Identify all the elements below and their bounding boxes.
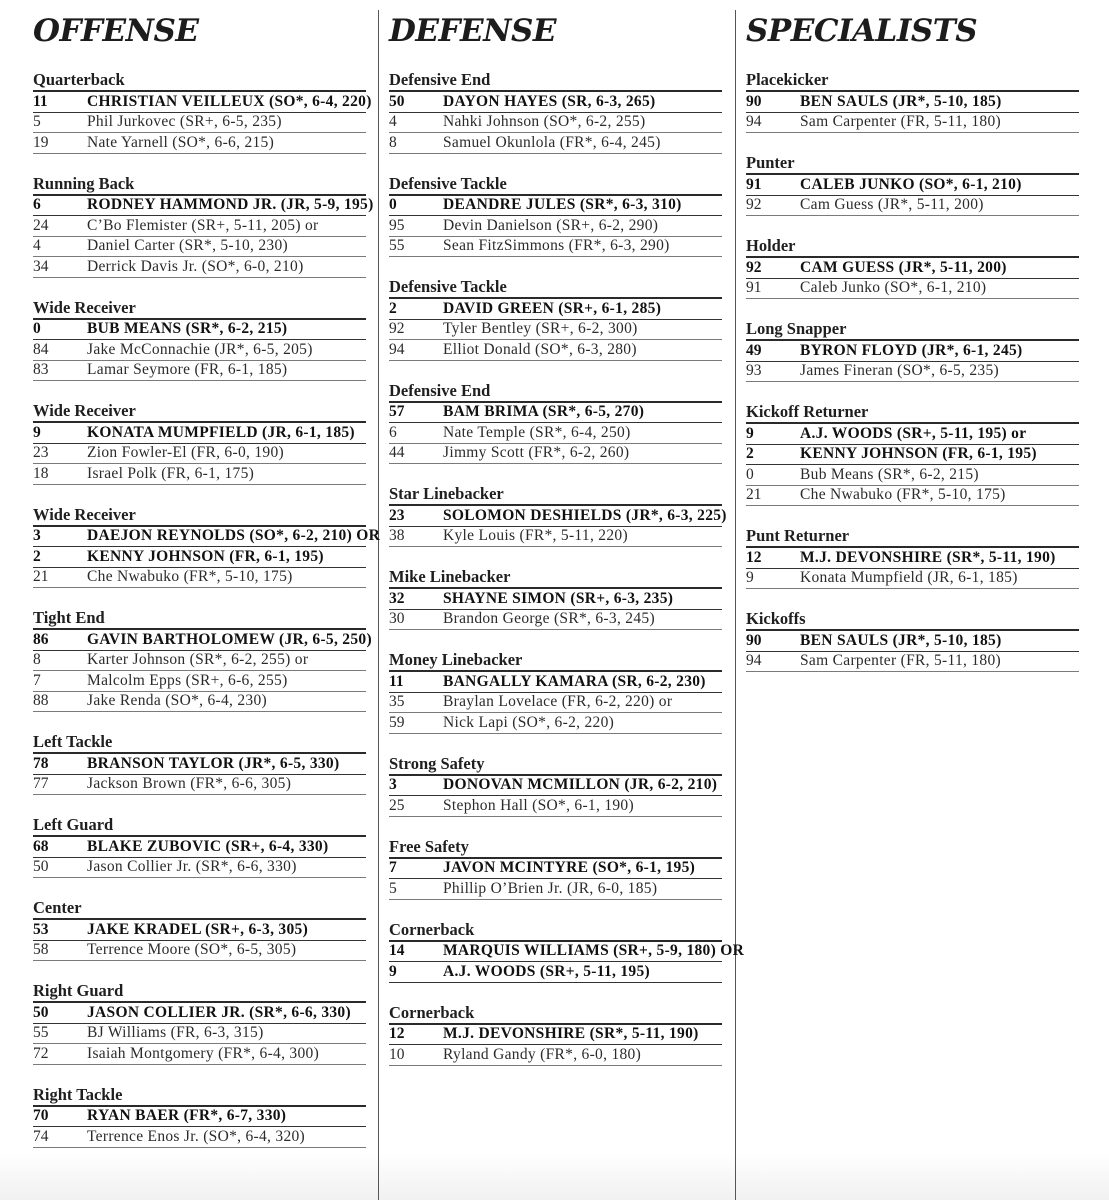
player-name: Terrence Moore (SO*, 6-5, 305) bbox=[87, 941, 297, 958]
starter-row bbox=[746, 258, 1079, 279]
player-name: Malcolm Epps (SR+, 6-6, 255) bbox=[87, 671, 288, 689]
position-title: Cornerback bbox=[389, 1003, 722, 1025]
position-group bbox=[746, 609, 1079, 672]
position-group bbox=[33, 898, 366, 961]
position-group bbox=[389, 1003, 722, 1066]
jersey-number: 91 bbox=[746, 279, 762, 296]
position-title: Defensive Tackle bbox=[389, 174, 722, 196]
starter-row bbox=[746, 175, 1079, 196]
position-title: Long Snapper bbox=[746, 319, 1079, 341]
defense-groups bbox=[389, 70, 745, 1066]
position-group bbox=[389, 650, 722, 734]
starter-row bbox=[389, 962, 722, 983]
position-group bbox=[389, 837, 722, 900]
backup-row bbox=[33, 941, 366, 962]
specialists-heading: SPECIALISTS bbox=[746, 13, 978, 49]
backup-row bbox=[33, 464, 366, 485]
position-group bbox=[33, 504, 381, 589]
backup-row bbox=[389, 237, 722, 258]
position-group bbox=[389, 567, 722, 630]
jersey-number: 72 bbox=[33, 1044, 49, 1062]
starter-row bbox=[389, 506, 727, 527]
backup-row bbox=[389, 320, 722, 341]
starter-row bbox=[33, 1003, 366, 1024]
jersey-number: 0 bbox=[389, 196, 397, 213]
jersey-number: 70 bbox=[33, 1107, 49, 1124]
jersey-number: 21 bbox=[33, 568, 49, 585]
jersey-number: 3 bbox=[389, 776, 397, 793]
jersey-number: 18 bbox=[33, 464, 49, 482]
player-name: RYAN BAER (FR*, 6-7, 330) bbox=[87, 1107, 287, 1124]
position-title: Running Back bbox=[33, 174, 366, 196]
jersey-number: 50 bbox=[33, 1003, 49, 1021]
player-name: Israel Polk (FR, 6-1, 175) bbox=[87, 464, 255, 482]
jersey-number: 49 bbox=[746, 341, 762, 359]
jersey-number: 5 bbox=[389, 879, 397, 897]
starter-row bbox=[389, 589, 722, 610]
position-group bbox=[33, 608, 372, 712]
jersey-number: 9 bbox=[389, 962, 397, 980]
jersey-number: 57 bbox=[389, 403, 405, 420]
backup-row bbox=[33, 257, 366, 278]
starter-row bbox=[389, 196, 722, 217]
player-name: Kyle Louis (FR*, 5-11, 220) bbox=[443, 527, 628, 544]
player-name: Samuel Okunlola (FR*, 6-4, 245) bbox=[443, 133, 661, 151]
column-divider bbox=[735, 10, 736, 1200]
player-name: Nahki Johnson (SO*, 6-2, 255) bbox=[443, 113, 646, 130]
starter-row bbox=[389, 403, 722, 424]
player-name: Cam Guess (JR*, 5-11, 200) bbox=[800, 196, 984, 213]
backup-row bbox=[746, 569, 1079, 590]
jersey-number: 55 bbox=[389, 237, 405, 254]
position-group bbox=[33, 70, 372, 154]
player-name: Zion Fowler-El (FR, 6-0, 190) bbox=[87, 444, 284, 461]
starter-row bbox=[33, 423, 366, 444]
backup-row bbox=[33, 858, 366, 879]
jersey-number: 2 bbox=[389, 299, 397, 317]
player-name: DAYON HAYES (SR, 6-3, 265) bbox=[443, 92, 656, 110]
position-title: Free Safety bbox=[389, 837, 722, 859]
player-name: C’Bo Flemister (SR+, 5-11, 205) or bbox=[87, 216, 319, 234]
backup-row bbox=[389, 1045, 722, 1066]
starter-row bbox=[746, 341, 1079, 362]
player-name: BRANSON TAYLOR (JR*, 6-5, 330) bbox=[87, 754, 340, 772]
backup-row bbox=[33, 133, 366, 154]
jersey-number: 68 bbox=[33, 837, 49, 855]
player-name: Daniel Carter (SR*, 5-10, 230) bbox=[87, 237, 288, 254]
backup-row bbox=[389, 340, 722, 361]
jersey-number: 94 bbox=[389, 340, 405, 358]
jersey-number: 7 bbox=[33, 671, 41, 689]
player-name: KENNY JOHNSON (FR, 6-1, 195) bbox=[800, 445, 1037, 462]
player-name: Konata Mumpfield (JR, 6-1, 185) bbox=[800, 569, 1018, 586]
offense-heading: OFFENSE bbox=[33, 13, 199, 49]
backup-row bbox=[746, 196, 1079, 217]
position-group bbox=[746, 70, 1079, 133]
player-name: Bub Means (SR*, 6-2, 215) bbox=[800, 465, 979, 483]
jersey-number: 9 bbox=[33, 423, 41, 441]
position-title: Tight End bbox=[33, 608, 366, 630]
backup-row bbox=[389, 527, 722, 548]
position-title: Right Tackle bbox=[33, 1085, 366, 1107]
position-group bbox=[389, 70, 722, 154]
jersey-number: 12 bbox=[746, 548, 762, 566]
position-group bbox=[33, 1085, 366, 1148]
jersey-number: 23 bbox=[389, 506, 405, 524]
jersey-number: 32 bbox=[389, 589, 405, 607]
player-name: Caleb Junko (SO*, 6-1, 210) bbox=[800, 279, 987, 296]
player-name: Stephon Hall (SO*, 6-1, 190) bbox=[443, 796, 634, 814]
position-title: Defensive Tackle bbox=[389, 277, 722, 299]
jersey-number: 3 bbox=[33, 527, 41, 544]
jersey-number: 6 bbox=[33, 196, 41, 213]
backup-row bbox=[389, 713, 722, 734]
starter-row bbox=[33, 92, 372, 113]
jersey-number: 95 bbox=[389, 216, 405, 234]
position-group bbox=[33, 732, 366, 795]
jersey-number: 58 bbox=[33, 941, 49, 958]
player-name: JASON COLLIER JR. (SR*, 6-6, 330) bbox=[87, 1003, 351, 1021]
position-group bbox=[746, 236, 1079, 299]
player-name: Nate Temple (SR*, 6-4, 250) bbox=[443, 423, 631, 441]
specialists-groups bbox=[746, 70, 1079, 672]
starter-row bbox=[389, 1025, 722, 1046]
position-group bbox=[389, 381, 722, 465]
starter-row bbox=[33, 527, 381, 548]
player-name: Isaiah Montgomery (FR*, 6-4, 300) bbox=[87, 1044, 320, 1062]
jersey-number: 6 bbox=[389, 423, 397, 441]
position-title: Left Guard bbox=[33, 815, 366, 837]
player-name: SHAYNE SIMON (SR+, 6-3, 235) bbox=[443, 589, 674, 607]
jersey-number: 12 bbox=[389, 1025, 405, 1042]
player-name: Jimmy Scott (FR*, 6-2, 260) bbox=[443, 444, 630, 461]
player-name: Braylan Lovelace (FR, 6-2, 220) or bbox=[443, 693, 673, 710]
player-name: BANGALLY KAMARA (SR, 6-2, 230) bbox=[443, 672, 706, 690]
jersey-number: 34 bbox=[33, 257, 49, 275]
backup-row bbox=[33, 568, 366, 589]
position-group bbox=[389, 174, 722, 258]
position-group bbox=[746, 153, 1079, 216]
jersey-number: 94 bbox=[746, 113, 762, 130]
starter-row bbox=[33, 547, 366, 568]
position-title: Cornerback bbox=[389, 920, 722, 942]
position-title: Strong Safety bbox=[389, 754, 722, 776]
backup-row bbox=[33, 113, 366, 134]
jersey-number: 4 bbox=[33, 237, 41, 254]
position-group bbox=[33, 815, 366, 878]
backup-row bbox=[389, 879, 722, 900]
jersey-number: 0 bbox=[33, 320, 41, 337]
starter-row bbox=[389, 776, 722, 797]
jersey-number: 25 bbox=[389, 796, 405, 814]
backup-row bbox=[33, 1024, 366, 1045]
jersey-number: 38 bbox=[389, 527, 405, 544]
player-name: KENNY JOHNSON (FR, 6-1, 195) bbox=[87, 547, 324, 565]
starter-row bbox=[33, 920, 366, 941]
position-title: Defensive End bbox=[389, 381, 722, 403]
jersey-number: 10 bbox=[389, 1045, 405, 1063]
backup-row bbox=[33, 671, 366, 692]
offense-groups bbox=[33, 70, 381, 1148]
jersey-number: 44 bbox=[389, 444, 405, 461]
starter-row bbox=[389, 672, 722, 693]
jersey-number: 55 bbox=[33, 1024, 49, 1041]
position-group bbox=[746, 402, 1079, 506]
position-title: Wide Receiver bbox=[33, 401, 366, 423]
position-group bbox=[33, 401, 366, 485]
player-name: BAM BRIMA (SR*, 6-5, 270) bbox=[443, 403, 645, 420]
starter-row bbox=[33, 630, 372, 651]
position-title: Star Linebacker bbox=[389, 484, 722, 506]
player-name: Nate Yarnell (SO*, 6-6, 215) bbox=[87, 133, 275, 151]
jersey-number: 92 bbox=[389, 320, 405, 337]
position-group bbox=[389, 484, 727, 547]
offense-column bbox=[33, 0, 381, 1200]
player-name: JAVON MCINTYRE (SO*, 6-1, 195) bbox=[443, 859, 696, 876]
player-name: Che Nwabuko (FR*, 5-10, 175) bbox=[87, 568, 293, 585]
jersey-number: 74 bbox=[33, 1127, 49, 1145]
starter-row bbox=[389, 92, 722, 113]
specialists-column bbox=[746, 0, 1079, 1200]
defense-heading: DEFENSE bbox=[389, 13, 556, 49]
backup-row bbox=[389, 423, 722, 444]
player-name: KONATA MUMPFIELD (JR, 6-1, 185) bbox=[87, 423, 355, 441]
player-name: Tyler Bentley (SR+, 6-2, 300) bbox=[443, 320, 638, 337]
starter-row bbox=[33, 837, 366, 858]
player-name: BLAKE ZUBOVIC (SR+, 6-4, 330) bbox=[87, 837, 329, 855]
position-group bbox=[746, 526, 1079, 589]
jersey-number: 30 bbox=[389, 610, 405, 627]
position-title: Mike Linebacker bbox=[389, 567, 722, 589]
jersey-number: 50 bbox=[389, 92, 405, 110]
player-name: JAKE KRADEL (SR+, 6-3, 305) bbox=[87, 920, 309, 938]
backup-row bbox=[33, 340, 366, 361]
starter-row bbox=[389, 942, 745, 963]
player-name: Derrick Davis Jr. (SO*, 6-0, 210) bbox=[87, 257, 304, 275]
jersey-number: 19 bbox=[33, 133, 49, 151]
position-title: Punter bbox=[746, 153, 1079, 175]
position-title: Right Guard bbox=[33, 981, 366, 1003]
player-name: CHRISTIAN VEILLEUX (SO*, 6-4, 220) bbox=[87, 92, 372, 110]
starter-row bbox=[33, 1107, 366, 1128]
player-name: Phillip O’Brien Jr. (JR, 6-0, 185) bbox=[443, 879, 658, 897]
jersey-number: 35 bbox=[389, 693, 405, 710]
position-title: Punt Returner bbox=[746, 526, 1079, 548]
jersey-number: 90 bbox=[746, 631, 762, 649]
jersey-number: 50 bbox=[33, 858, 49, 875]
player-name: Sam Carpenter (FR, 5-11, 180) bbox=[800, 113, 1001, 130]
position-title: Kickoffs bbox=[746, 609, 1079, 631]
player-name: Jake McConnachie (JR*, 6-5, 205) bbox=[87, 340, 313, 358]
defense-column bbox=[389, 0, 745, 1200]
position-group bbox=[33, 298, 366, 382]
backup-row bbox=[389, 796, 722, 817]
player-name: GAVIN BARTHOLOMEW (JR, 6-5, 250) bbox=[87, 630, 372, 648]
jersey-number: 94 bbox=[746, 652, 762, 669]
jersey-number: 84 bbox=[33, 340, 49, 358]
backup-row bbox=[746, 362, 1079, 383]
player-name: Jake Renda (SO*, 6-4, 230) bbox=[87, 692, 267, 709]
player-name: MARQUIS WILLIAMS (SR+, 5-9, 180) OR bbox=[443, 942, 745, 959]
player-name: CALEB JUNKO (SO*, 6-1, 210) bbox=[800, 175, 1022, 193]
player-name: Devin Danielson (SR+, 6-2, 290) bbox=[443, 216, 659, 234]
jersey-number: 14 bbox=[389, 942, 405, 959]
player-name: BJ Williams (FR, 6-3, 315) bbox=[87, 1024, 264, 1041]
jersey-number: 7 bbox=[389, 859, 397, 876]
starter-row bbox=[33, 320, 366, 341]
jersey-number: 78 bbox=[33, 754, 49, 772]
backup-row bbox=[746, 465, 1079, 486]
player-name: SOLOMON DESHIELDS (JR*, 6-3, 225) bbox=[443, 506, 727, 524]
jersey-number: 21 bbox=[746, 486, 762, 503]
player-name: BYRON FLOYD (JR*, 6-1, 245) bbox=[800, 341, 1023, 359]
player-name: BUB MEANS (SR*, 6-2, 215) bbox=[87, 320, 288, 337]
position-title: Quarterback bbox=[33, 70, 366, 92]
starter-row bbox=[746, 631, 1079, 652]
player-name: M.J. DEVONSHIRE (SR*, 5-11, 190) bbox=[800, 548, 1056, 566]
jersey-number: 9 bbox=[746, 569, 754, 586]
player-name: Elliot Donald (SO*, 6-3, 280) bbox=[443, 340, 637, 358]
position-title: Defensive End bbox=[389, 70, 722, 92]
position-title: Money Linebacker bbox=[389, 650, 722, 672]
jersey-number: 8 bbox=[389, 133, 397, 151]
jersey-number: 92 bbox=[746, 196, 762, 213]
position-group bbox=[389, 754, 722, 817]
position-title: Placekicker bbox=[746, 70, 1079, 92]
backup-row bbox=[746, 279, 1079, 300]
jersey-number: 59 bbox=[389, 713, 405, 731]
jersey-number: 5 bbox=[33, 113, 41, 130]
backup-row bbox=[389, 610, 722, 631]
starter-row bbox=[389, 859, 722, 880]
jersey-number: 77 bbox=[33, 775, 49, 792]
player-name: DONOVAN MCMILLON (JR, 6-2, 210) bbox=[443, 776, 718, 793]
jersey-number: 8 bbox=[33, 651, 41, 668]
player-name: Brandon George (SR*, 6-3, 245) bbox=[443, 610, 655, 627]
player-name: Nick Lapi (SO*, 6-2, 220) bbox=[443, 713, 615, 731]
backup-row bbox=[746, 486, 1079, 507]
player-name: Lamar Seymore (FR, 6-1, 185) bbox=[87, 361, 288, 378]
position-title: Wide Receiver bbox=[33, 505, 366, 527]
backup-row bbox=[33, 1044, 366, 1065]
jersey-number: 2 bbox=[33, 547, 41, 565]
backup-row bbox=[33, 1127, 366, 1148]
backup-row bbox=[33, 237, 366, 258]
starter-row bbox=[33, 754, 366, 775]
jersey-number: 88 bbox=[33, 692, 49, 709]
backup-row bbox=[389, 444, 722, 465]
backup-row bbox=[33, 692, 366, 713]
position-group bbox=[746, 319, 1079, 382]
jersey-number: 0 bbox=[746, 465, 754, 483]
jersey-number: 23 bbox=[33, 444, 49, 461]
jersey-number: 53 bbox=[33, 920, 49, 938]
starter-row bbox=[33, 196, 374, 217]
position-title: Left Tackle bbox=[33, 732, 366, 754]
backup-row bbox=[389, 693, 722, 714]
player-name: Jackson Brown (FR*, 6-6, 305) bbox=[87, 775, 292, 792]
jersey-number: 24 bbox=[33, 216, 49, 234]
player-name: BEN SAULS (JR*, 5-10, 185) bbox=[800, 92, 1002, 110]
backup-row bbox=[746, 652, 1079, 673]
jersey-number: 11 bbox=[389, 672, 404, 690]
player-name: A.J. WOODS (SR+, 5-11, 195) or bbox=[800, 424, 1027, 442]
player-name: DAVID GREEN (SR+, 6-1, 285) bbox=[443, 299, 662, 317]
backup-row bbox=[389, 216, 722, 237]
backup-row bbox=[389, 113, 722, 134]
player-name: M.J. DEVONSHIRE (SR*, 5-11, 190) bbox=[443, 1025, 699, 1042]
player-name: Sam Carpenter (FR, 5-11, 180) bbox=[800, 652, 1001, 669]
player-name: Sean FitzSimmons (FR*, 6-3, 290) bbox=[443, 237, 670, 254]
player-name: Jason Collier Jr. (SR*, 6-6, 330) bbox=[87, 858, 297, 875]
player-name: RODNEY HAMMOND JR. (JR, 5-9, 195) bbox=[87, 196, 374, 213]
backup-row bbox=[389, 133, 722, 154]
starter-row bbox=[746, 424, 1079, 445]
backup-row bbox=[33, 775, 366, 796]
player-name: CAM GUESS (JR*, 5-11, 200) bbox=[800, 258, 1007, 276]
position-group bbox=[389, 277, 722, 361]
position-group bbox=[33, 981, 366, 1065]
position-title: Center bbox=[33, 898, 366, 920]
backup-row bbox=[33, 361, 366, 382]
backup-row bbox=[33, 444, 366, 465]
player-name: A.J. WOODS (SR+, 5-11, 195) bbox=[443, 962, 650, 980]
backup-row bbox=[33, 216, 366, 237]
jersey-number: 91 bbox=[746, 175, 762, 193]
starter-row bbox=[746, 445, 1079, 466]
jersey-number: 9 bbox=[746, 424, 754, 442]
jersey-number: 93 bbox=[746, 362, 762, 379]
backup-row bbox=[746, 113, 1079, 134]
player-name: Ryland Gandy (FR*, 6-0, 180) bbox=[443, 1045, 642, 1063]
starter-row bbox=[389, 299, 722, 320]
backup-row bbox=[33, 651, 366, 672]
jersey-number: 11 bbox=[33, 92, 48, 110]
player-name: BEN SAULS (JR*, 5-10, 185) bbox=[800, 631, 1002, 649]
jersey-number: 92 bbox=[746, 258, 762, 276]
position-title: Wide Receiver bbox=[33, 298, 366, 320]
position-group bbox=[33, 173, 374, 278]
player-name: DAEJON REYNOLDS (SO*, 6-2, 210) OR bbox=[87, 527, 381, 544]
player-name: Karter Johnson (SR*, 6-2, 255) or bbox=[87, 651, 309, 668]
position-group bbox=[389, 919, 745, 983]
jersey-number: 2 bbox=[746, 445, 754, 462]
jersey-number: 4 bbox=[389, 113, 397, 130]
jersey-number: 86 bbox=[33, 630, 49, 648]
jersey-number: 90 bbox=[746, 92, 762, 110]
column-divider bbox=[378, 10, 379, 1200]
player-name: James Fineran (SO*, 6-5, 235) bbox=[800, 362, 999, 379]
starter-row bbox=[746, 92, 1079, 113]
player-name: Che Nwabuko (FR*, 5-10, 175) bbox=[800, 486, 1006, 503]
starter-row bbox=[746, 548, 1079, 569]
position-title: Holder bbox=[746, 236, 1079, 258]
position-title: Kickoff Returner bbox=[746, 402, 1079, 424]
player-name: Phil Jurkovec (SR+, 6-5, 235) bbox=[87, 113, 282, 130]
player-name: DEANDRE JULES (SR*, 6-3, 310) bbox=[443, 196, 682, 213]
jersey-number: 83 bbox=[33, 361, 49, 378]
player-name: Terrence Enos Jr. (SO*, 6-4, 320) bbox=[87, 1127, 306, 1145]
